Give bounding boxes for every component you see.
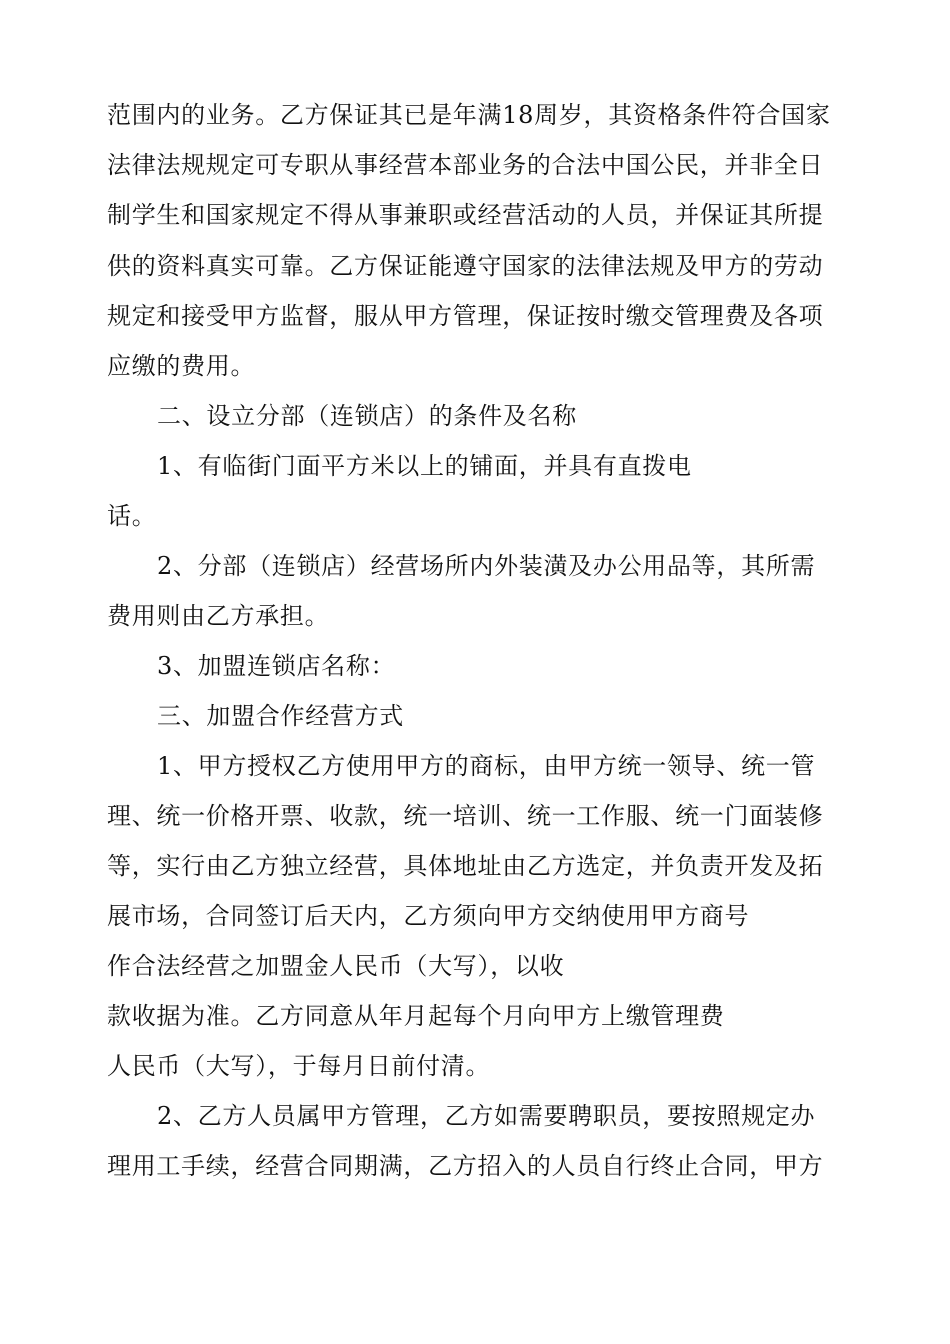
text-line: 费用则由乙方承担。	[107, 602, 330, 630]
text-line: 理用工手续，经营合同期满，乙方招入的人员自行终止合同，甲方	[107, 1152, 824, 1180]
section-heading: 二、设立分部（连锁店）的条件及名称	[157, 402, 577, 430]
text-line: 供的资料真实可靠。乙方保证能遵守国家的法律法规及甲方的劳动	[107, 252, 824, 280]
text-line: 3、加盟连锁店名称：	[157, 652, 396, 680]
text-line: 2、分部（连锁店）经营场所内外装潢及办公用品等，其所需	[157, 552, 816, 580]
text-line: 1、甲方授权乙方使用甲方的商标，由甲方统一领导、统一管	[157, 752, 816, 780]
text-line: 应缴的费用。	[107, 352, 256, 380]
text-line: 规定和接受甲方监督，服从甲方管理，保证按时缴交管理费及各项	[107, 302, 824, 330]
text-line: 展市场，合同签订后天内，乙方须向甲方交纳使用甲方商号	[107, 902, 750, 930]
text-line: 制学生和国家规定不得从事兼职或经营活动的人员，并保证其所提	[107, 201, 824, 229]
text-line: 作合法经营之加盟金人民币（大写），以收	[107, 952, 565, 980]
text-line: 1、有临街门面平方米以上的铺面，并具有直拨电	[157, 452, 692, 480]
text-line: 等，实行由乙方独立经营，具体地址由乙方选定，并负责开发及拓	[107, 852, 824, 880]
section-heading: 三、加盟合作经营方式	[157, 702, 404, 730]
text-line: 范围内的业务。乙方保证其已是年满18周岁，其资格条件符合国家	[107, 101, 831, 129]
text-line: 法律法规规定可专职从事经营本部业务的合法中国公民，并非全日	[107, 151, 824, 179]
text-line: 理、统一价格开票、收款，统一培训、统一工作服、统一门面装修	[107, 802, 824, 830]
text-line: 人民币（大写），于每月日前付清。	[107, 1052, 491, 1080]
text-line: 话。	[107, 502, 157, 530]
text-line: 2、乙方人员属甲方管理，乙方如需要聘职员，要按照规定办	[157, 1102, 816, 1130]
text-line: 款收据为准。乙方同意从年月起每个月向甲方上缴管理费	[107, 1002, 725, 1030]
